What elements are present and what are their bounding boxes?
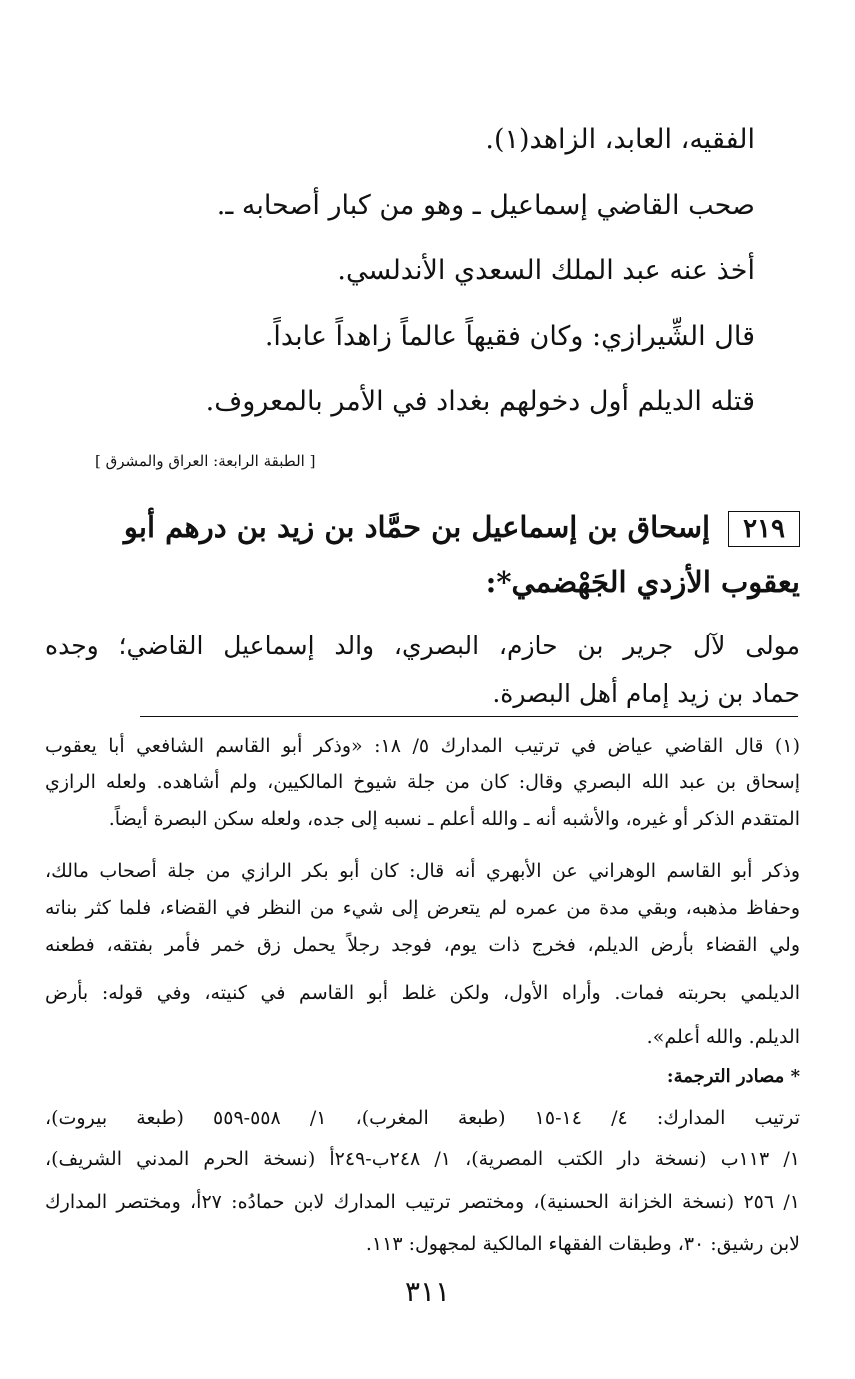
footnote-line-6: ولي القضاء بأرض الديلم، فخرج ذات يوم، فوجد رجلاً يحمل زق خمر فأمر بفتقه، فطعنه <box>45 934 800 956</box>
body-line-1: الفقيه، العابد، الزاهد(١). <box>485 124 755 155</box>
body-line-2: صحب القاضي إسماعيل ـ وهو من كبار أصحابه ـ. <box>216 190 755 221</box>
body-line-5: قتله الديلم أول دخولهم بغداد في الأمر بالمعروف. <box>205 386 755 417</box>
sources-line-1: ترتيب المدارك: ٤/ ١٤-١٥ (طبعة المغرب)، ١/ ٥٥٨-٥٥٩ (طبعة بيروت)، <box>45 1107 800 1129</box>
tier-note: [ الطبقة الرابعة: العراق والمشرق ] <box>95 452 316 470</box>
body-line-4: قال الشِّيرازي: وكان فقيهاً عالماً زاهداً عابداً. <box>264 321 755 352</box>
footnote-line-7: الديلمي بحربته فمات. وأراه الأول، ولكن غلط أبو القاسم في كنيته، وفي قوله: بأرض <box>45 982 800 1004</box>
intro-line-2: حماد بن زيد إمام أهل البصرة. <box>492 679 800 708</box>
sources-heading: * مصادر الترجمة: <box>666 1066 800 1087</box>
intro-line-1: مولى لآل جرير بن حازم، البصري، والد إسماعيل القاضي؛ وجده <box>45 631 800 660</box>
sources-line-3: ١/ ٢٥٦ (نسخة الخزانة الحسنية)، ومختصر ترتيب المدارك لابن حمادُه: ٢٧أ، ومختصر المدارك <box>45 1191 800 1213</box>
entry-number-box: ٢١٩ <box>728 511 800 547</box>
footnote-line-3: المتقدم الذكر أو غيره، والأشبه أنه ـ والله أعلم ـ نسبه إلى جده، ولعله سكن البصرة أيضاً. <box>108 808 800 830</box>
body-line-3: أخذ عنه عبد الملك السعدي الأندلسي. <box>337 255 755 286</box>
sources-line-2: ١/ ١١٣ب (نسخة دار الكتب المصرية)، ١/ ٢٤٨ب-٢٤٩أ (نسخة الحرم المدني الشريف)، <box>45 1148 800 1170</box>
footnote-line-1: (١) قال القاضي عياض في ترتيب المدارك ٥/ ١٨: «وذكر أبو القاسم الشافعي أبا يعقوب <box>45 735 800 757</box>
entry-title-line-1: إسحاق بن إسماعيل بن حمَّاد بن زيد بن درهم أبو <box>123 510 711 544</box>
footnote-line-5: وحفاظ مذهبه، وبقي مدة من عمره لم يتعرض إلى شيء من النظر في القضاء، فلما كثر بناته <box>45 897 800 919</box>
footnote-line-2: إسحاق بن عبد الله البصري وقال: كان من جلة شيوخ المالكيين، ولم أشاهده. ولعله الرازي <box>45 771 800 793</box>
page-number: ٣١١ <box>404 1275 451 1308</box>
entry-heading-line-1 <box>40 505 800 549</box>
footnote-divider <box>140 716 798 717</box>
footnote-line-8: الديلم. والله أعلم». <box>646 1026 800 1048</box>
sources-line-4: لابن رشيق: ٣٠، وطبقات الفقهاء المالكية لمجهول: ١١٣. <box>365 1233 800 1255</box>
entry-title-line-2: يعقوب الأزدي الجَهْضمي*: <box>485 565 800 599</box>
footnote-line-4: وذكر أبو القاسم الوهراني عن الأبهري أنه قال: كان أبو بكر الرازي من جلة أصحاب مالك، <box>45 860 800 882</box>
